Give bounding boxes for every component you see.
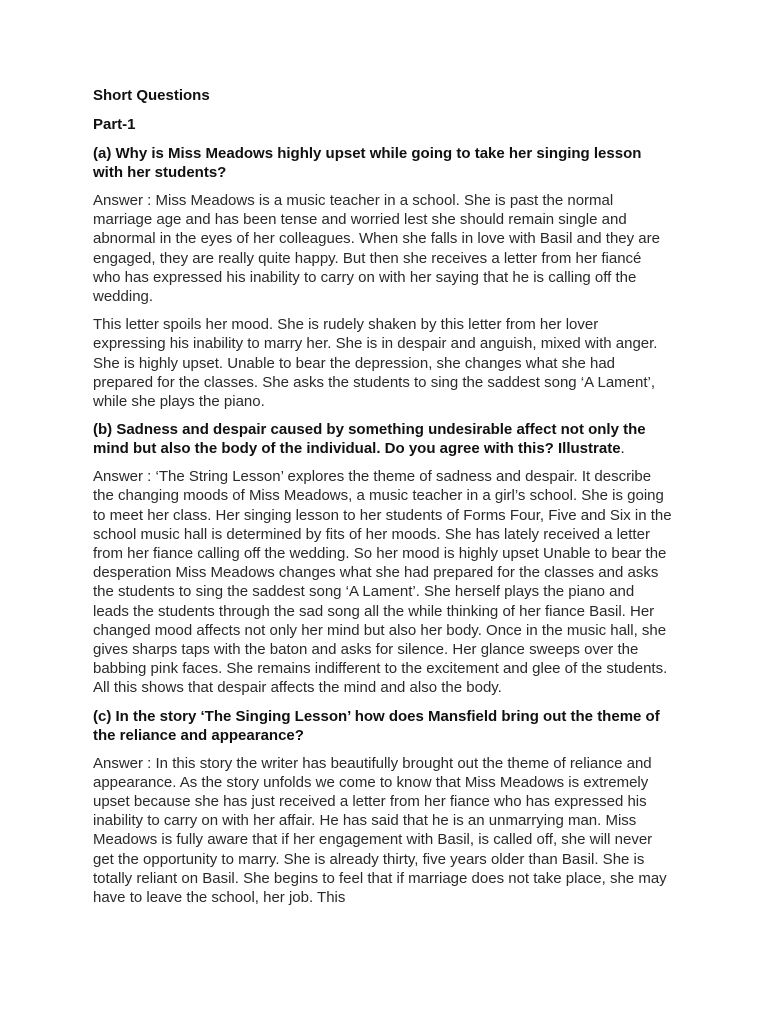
answer-a-paragraph-2: This letter spoils her mood. She is rudely shaken by this letter from her lover expressing his inability to marry her. She is in despair and anguish, mixed with anger. She is highly upset. Unable to bear the depression, she changes what she had prepared for the classes. She asks the students to sing the saddest song ‘A Lament’, while she plays the piano.	[93, 316, 658, 411]
question-c-text: (c) In the story ‘The Singing Lesson’ how does Mansfield bring out the theme of the reliance and appearance?	[93, 707, 660, 744]
section-b	[93, 420, 673, 697]
question-a	[93, 144, 673, 182]
answer-b-paragraph-1: Answer : ‘The String Lesson’ explores the theme of sadness and despair. It describe the changing moods of Miss Meadows, a music teacher in a girl’s school. She is going to meet her class. Her singing lesson to her students of Forms Four, Five and Six in the school music hall is determined by fits of her moods. She has lately received a letter from her fiance calling off the wedding. So her mood is highly upset Unable to bear the desperation Miss Meadows changes what she had prepared for the classes and asks the students to sing the saddest song ‘A Lament’. She herself plays the piano and leads the students through the sad song all the while thinking of her fiance Basil. Her changed mood affects not only her mind but also her body. Once in the music hall, she gives sharps taps with the baton and asks for silence. Her glance sweeps over the babbing pink faces. She remains indifferent to the excitement and glee of the students. All this shows that despair affects the mind and also the body.	[93, 468, 672, 697]
answer-a-paragraph-1: Answer : Miss Meadows is a music teacher in a school. She is past the normal marriage age and has been tense and worried lest she should remain single and abnormal in the eyes of her colleagues. When she falls in love with Basil and they are engaged, they are really quite happy. But then she receives a letter from her fiancé who has expressed his inability to carry on with her saying that he is calling off the wedding.	[93, 192, 660, 306]
question-b-tail: .	[620, 440, 625, 458]
document-page	[93, 86, 673, 916]
question-c	[93, 707, 673, 745]
question-b-text: (b) Sadness and despair caused by something undesirable affect not only the mind but also the body of the individual. Do you agree with this? Illustrate	[93, 421, 646, 458]
part-heading: Part-1	[93, 116, 136, 133]
section-c	[93, 707, 673, 908]
answer-c-paragraph-1: Answer : In this story the writer has beautifully brought out the theme of reliance and appearance. As the story unfolds we come to know that Miss Meadows is extremely upset because she has just received a letter from her fiance who has expressed his inability to carry on with her affair. He has said that he is an unmarrying man. Miss Meadows is fully aware that if her engagement with Basil, is called off, she will never get the opportunity to marry. She is already thirty, five years older than Basil. She is totally reliant on Basil. She begins to feel that if marriage does not take place, she may have to leave the school, her job. This	[93, 754, 667, 907]
document-title: Short Questions	[93, 87, 210, 104]
question-b	[93, 420, 673, 458]
question-a-text: (a) Why is Miss Meadows highly upset while going to take her singing lesson with her students?	[93, 145, 642, 181]
section-a	[93, 144, 673, 411]
